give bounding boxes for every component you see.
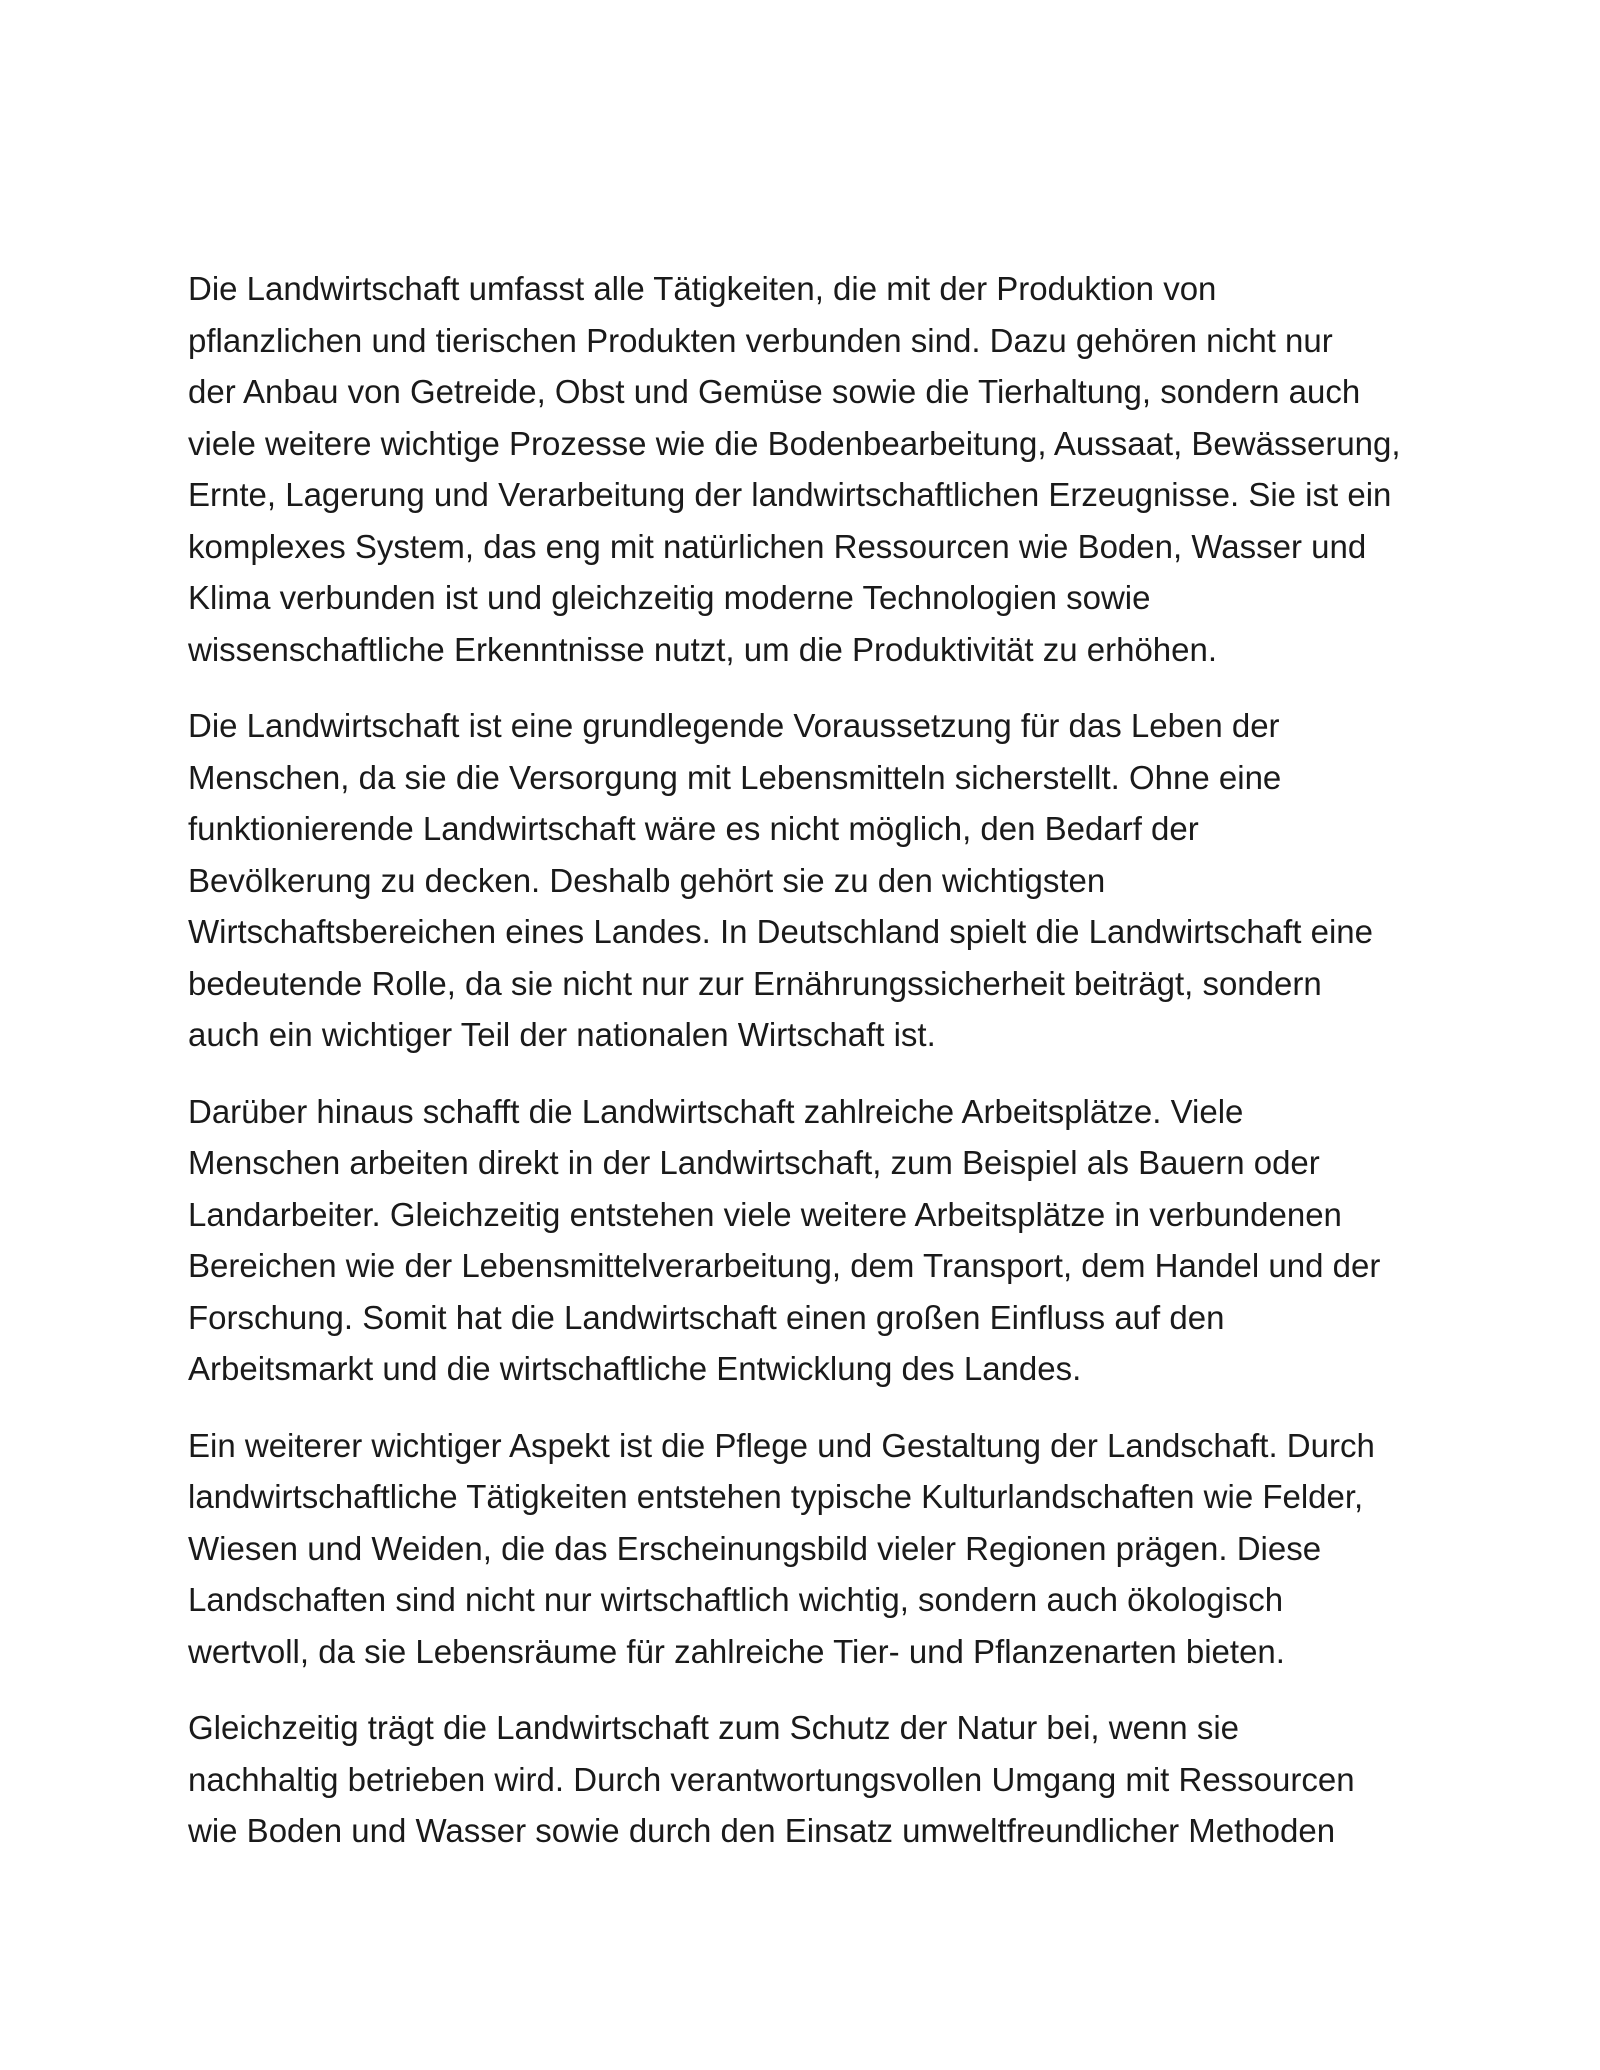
text-line: Menschen arbeiten direkt in der Landwirtschaft, zum Beispiel als Bauern oder	[188, 1144, 1320, 1181]
document-body	[188, 263, 1428, 1882]
text-line: Wiesen und Weiden, die das Erscheinungsbild vieler Regionen prägen. Diese	[188, 1529, 1322, 1567]
text-line: komplexes System, das eng mit natürlichen Ressourcen wie Boden, Wasser und	[188, 527, 1367, 565]
text-line: viele weitere wichtige Prozesse wie die Bodenbearbeitung, Aussaat, Bewässerung,	[188, 424, 1401, 462]
text-line: bedeutende Rolle, da sie nicht nur zur Ernährungssicherheit beiträgt, sondern	[188, 964, 1322, 1002]
text-line: Die Landwirtschaft ist eine grundlegende Voraussetzung für das Leben der	[188, 707, 1280, 744]
text-line: Menschen, da sie die Versorgung mit Lebensmitteln sicherstellt. Ohne eine	[188, 758, 1282, 796]
paragraph-5	[188, 1702, 1428, 1857]
text-line: wissenschaftliche Erkenntnisse nutzt, um die Produktivität zu erhöhen.	[188, 630, 1218, 668]
text-line: der Anbau von Getreide, Obst und Gemüse sowie die Tierhaltung, sondern auch	[188, 373, 1361, 410]
text-line: Die Landwirtschaft umfasst alle Tätigkeiten, die mit der Produktion von	[188, 270, 1217, 307]
paragraph-4	[188, 1420, 1428, 1678]
text-line: funktionierende Landwirtschaft wäre es nicht möglich, den Bedarf der	[188, 810, 1199, 847]
text-line: Arbeitsmarkt und die wirtschaftliche Entwicklung des Landes.	[188, 1350, 1082, 1387]
text-line: Bevölkerung zu decken. Deshalb gehört sie zu den wichtigsten	[188, 861, 1106, 899]
paragraph-3	[188, 1086, 1428, 1395]
text-line: Landarbeiter. Gleichzeitig entstehen viele weitere Arbeitsplätze in verbundenen	[188, 1195, 1342, 1233]
text-line: landwirtschaftliche Tätigkeiten entstehen typische Kulturlandschaften wie Felder,	[188, 1478, 1364, 1515]
text-line: wertvoll, da sie Lebensräume für zahlreiche Tier- und Pflanzenarten bieten.	[188, 1632, 1285, 1670]
text-line: Klima verbunden ist und gleichzeitig moderne Technologien sowie	[188, 579, 1151, 616]
text-line: wie Boden und Wasser sowie durch den Einsatz umweltfreundlicher Methoden	[188, 1812, 1336, 1849]
text-line: Landschaften sind nicht nur wirtschaftlich wichtig, sondern auch ökologisch	[188, 1581, 1284, 1618]
text-line: Darüber hinaus schafft die Landwirtschaft zahlreiche Arbeitsplätze. Viele	[188, 1092, 1244, 1130]
text-line: pflanzlichen und tierischen Produkten verbunden sind. Dazu gehören nicht nur	[188, 321, 1333, 359]
text-line: Wirtschaftsbereichen eines Landes. In Deutschland spielt die Landwirtschaft eine	[188, 913, 1374, 950]
text-line: Gleichzeitig trägt die Landwirtschaft zum Schutz der Natur bei, wenn sie	[188, 1709, 1240, 1746]
text-line: Forschung. Somit hat die Landwirtschaft einen großen Einfluss auf den	[188, 1298, 1225, 1336]
text-line: Ein weiterer wichtiger Aspekt ist die Pflege und Gestaltung der Landschaft. Durch	[188, 1426, 1375, 1464]
text-line: Bereichen wie der Lebensmittelverarbeitung, dem Transport, dem Handel und der	[188, 1247, 1381, 1284]
text-line: auch ein wichtiger Teil der nationalen Wirtschaft ist.	[188, 1016, 936, 1053]
text-line: Ernte, Lagerung und Verarbeitung der landwirtschaftlichen Erzeugnisse. Sie ist ein	[188, 476, 1392, 513]
paragraph-1	[188, 263, 1428, 675]
text-line: nachhaltig betrieben wird. Durch verantwortungsvollen Umgang mit Ressourcen	[188, 1760, 1355, 1798]
paragraph-2	[188, 700, 1428, 1061]
